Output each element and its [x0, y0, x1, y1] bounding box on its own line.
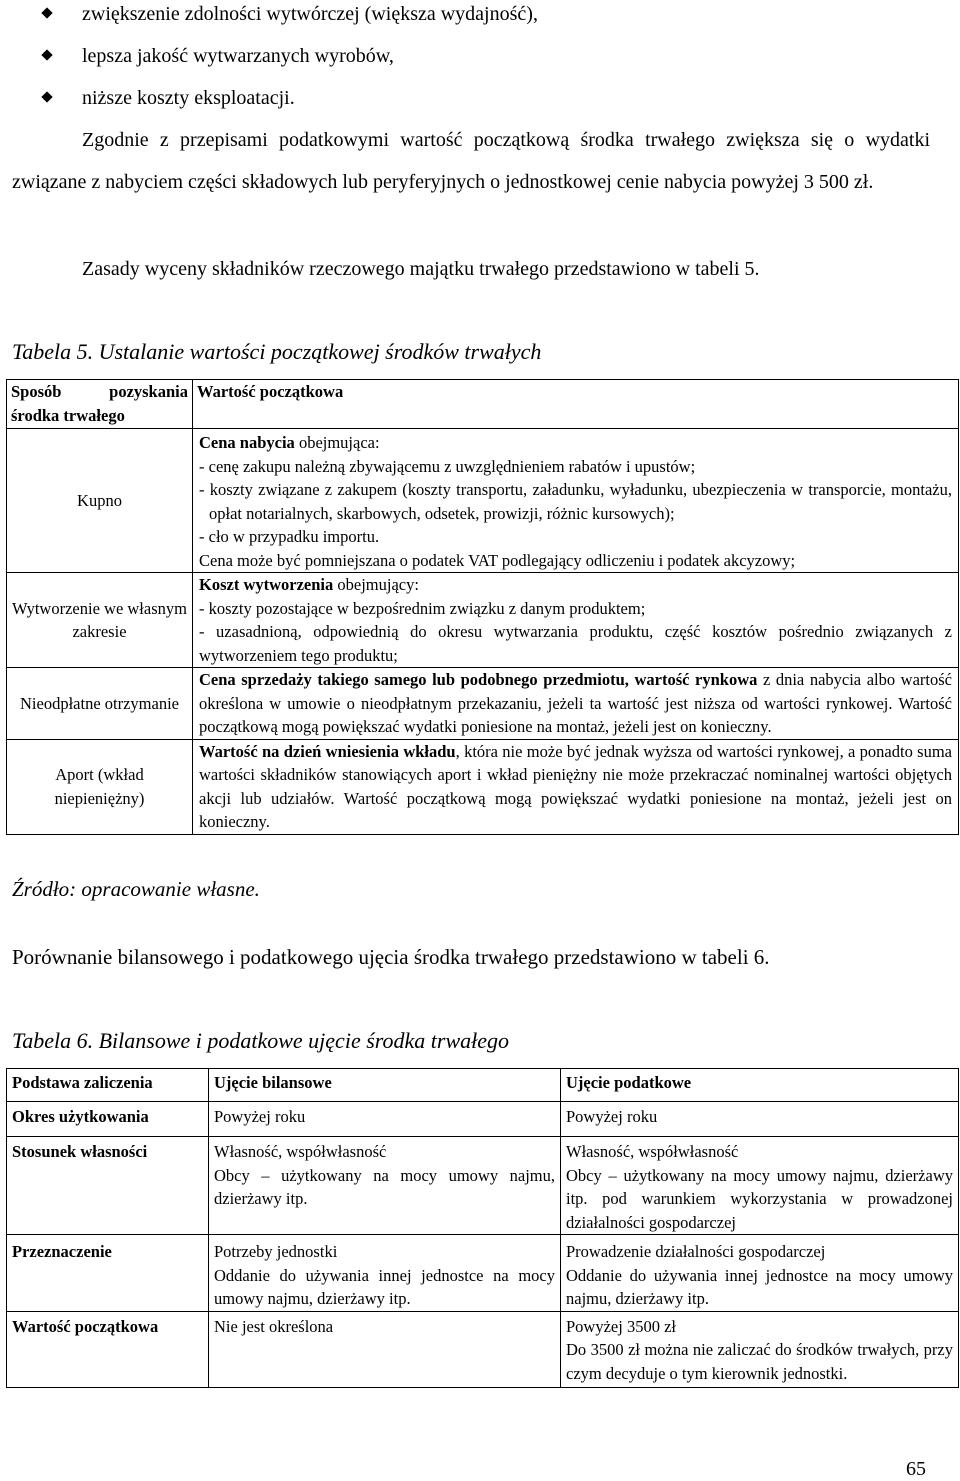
table-cell: Koszt wytworzenia obejmujący: - koszty pozostające w bezpośrednim związku z danym produktem; - uzasadnioną, odpowiednią do okresu wytwarzania produktu, część kosztów pośrednio związanych z wytworzeniem tego produktu;	[193, 573, 959, 668]
table-row	[7, 429, 959, 573]
paragraph-text: Zgodnie z przepisami podatkowymi wartość początkową środka trwałego zwiększa się o wydatki związane z nabyciem części składowych lub peryferyjnych o jednostkowej cenie nabycia powyżej 3 500 zł.	[12, 129, 930, 193]
table-cell: Potrzeby jednostki Oddanie do używania innej jednostce na mocy umowy najmu, dzierżawy itp.	[209, 1235, 561, 1312]
table-cell: Cena sprzedaży takiego samego lub podobnego przedmiotu, wartość rynkowa z dnia nabycia albo wartość określona w umowie o nieodpłatnym przekazaniu, jeżeli ta wartość jest niższa od wartości rynkowej. Wartość początkową mogą powiększać wydatki poniesione na montaż, jeżeli jest on konieczny.	[193, 668, 959, 740]
page-number: 65	[906, 1458, 926, 1480]
bullet-text: zwiększenie zdolności wytwórczej (większa wydajność),	[82, 3, 538, 25]
table-cell: Wartość na dzień wniesienia wkładu, która nie może być jednak wyższa od wartości rynkowej, a ponadto suma wartości składników stanowiących aport i wkład pieniężny nie może przekraczać nominalnej wartości objętych akcji lub udziałów. Wartość początkową mogą powiększać wydatki poniesione na montaż, jeżeli jest on konieczny.	[193, 739, 959, 834]
table-row-header: Przeznaczenie	[7, 1235, 209, 1312]
table-row-header: Okres użytkowania	[7, 1101, 209, 1137]
table-cell-label: Nieodpłatne otrzymanie	[7, 668, 193, 740]
table-header-cell: Ujęcie bilansowe	[209, 1069, 561, 1102]
table-header-row	[7, 1069, 959, 1102]
table-cell: Powyżej roku	[209, 1101, 561, 1137]
table-row	[7, 1235, 959, 1312]
table-row	[7, 1137, 959, 1235]
table-cell: Własność, współwłasność Obcy – użytkowany na mocy umowy najmu, dzierżawy itp. pod warunkiem wykorzystania w prowadzonej działalności gospodarczej	[561, 1137, 959, 1235]
diamond-bullet-icon	[41, 91, 52, 102]
table-cell: Prowadzenie działalności gospodarczej Oddanie do używania innej jednostce na mocy umowy najmu, dzierżawy itp.	[561, 1235, 959, 1312]
table-row-header: Stosunek własności	[7, 1137, 209, 1235]
table-header-row	[7, 380, 959, 429]
table-header-cell: Wartość początkowa	[193, 380, 959, 429]
table-cell: Powyżej roku	[561, 1101, 959, 1137]
diamond-bullet-icon	[41, 49, 52, 60]
table-header-cell: Ujęcie podatkowe	[561, 1069, 959, 1102]
bullet-text: lepsza jakość wytwarzanych wyrobów,	[82, 45, 394, 67]
table-header-cell: Sposób pozyskania środka trwałego	[7, 380, 193, 429]
table5-caption: Tabela 5. Ustalanie wartości początkowej środków trwałych	[12, 339, 542, 364]
table-header-cell: Podstawa zaliczenia	[7, 1069, 209, 1102]
table-row-header: Wartość początkowa	[7, 1311, 209, 1388]
bullet-text: niższe koszty eksploatacji.	[82, 87, 295, 109]
table5	[6, 379, 959, 835]
table-row	[7, 1311, 959, 1388]
paragraph: Porównanie bilansowego i podatkowego ujęcia środka trwałego przedstawiono w tabeli 6.	[12, 945, 770, 969]
paragraph: Zasady wyceny składników rzeczowego majątku trwałego przedstawiono w tabeli 5.	[82, 258, 760, 280]
table6-caption: Tabela 6. Bilansowe i podatkowe ujęcie środka trwałego	[12, 1028, 509, 1053]
table-cell: Powyżej 3500 zł Do 3500 zł można nie zaliczać do środków trwałych, przy czym decyduje o tym kierownik jednostki.	[561, 1311, 959, 1388]
table-row	[7, 739, 959, 834]
table-cell: Własność, współwłasność Obcy – użytkowany na mocy umowy najmu, dzierżawy itp.	[209, 1137, 561, 1235]
table-cell-label: Wytworzenie we własnym zakresie	[7, 573, 193, 668]
table-row	[7, 668, 959, 740]
table-row	[7, 573, 959, 668]
table5-source: Źródło: opracowanie własne.	[12, 877, 260, 901]
table-cell-label: Aport (wkład niepieniężny)	[7, 739, 193, 834]
table-cell: Nie jest określona	[209, 1311, 561, 1388]
table-row	[7, 1101, 959, 1137]
paragraph	[12, 119, 930, 203]
table6	[6, 1068, 959, 1388]
table-cell-label: Kupno	[7, 429, 193, 573]
diamond-bullet-icon	[41, 7, 52, 18]
table-cell: Cena nabycia obejmująca: - cenę zakupu należną zbywającemu z uwzględnieniem rabatów i upustów; - koszty związane z zakupem (koszty transportu, załadunku, wyładunku, ubezpieczenia w transporcie, montażu, opłat notarialnych, skarbowych, odsetek, prowizji, różnic kursowych); - cło w przypadku importu. Cena może być pomniejszana o podatek VAT podlegający odliczeniu i podatek akcyzowy;	[193, 429, 959, 573]
